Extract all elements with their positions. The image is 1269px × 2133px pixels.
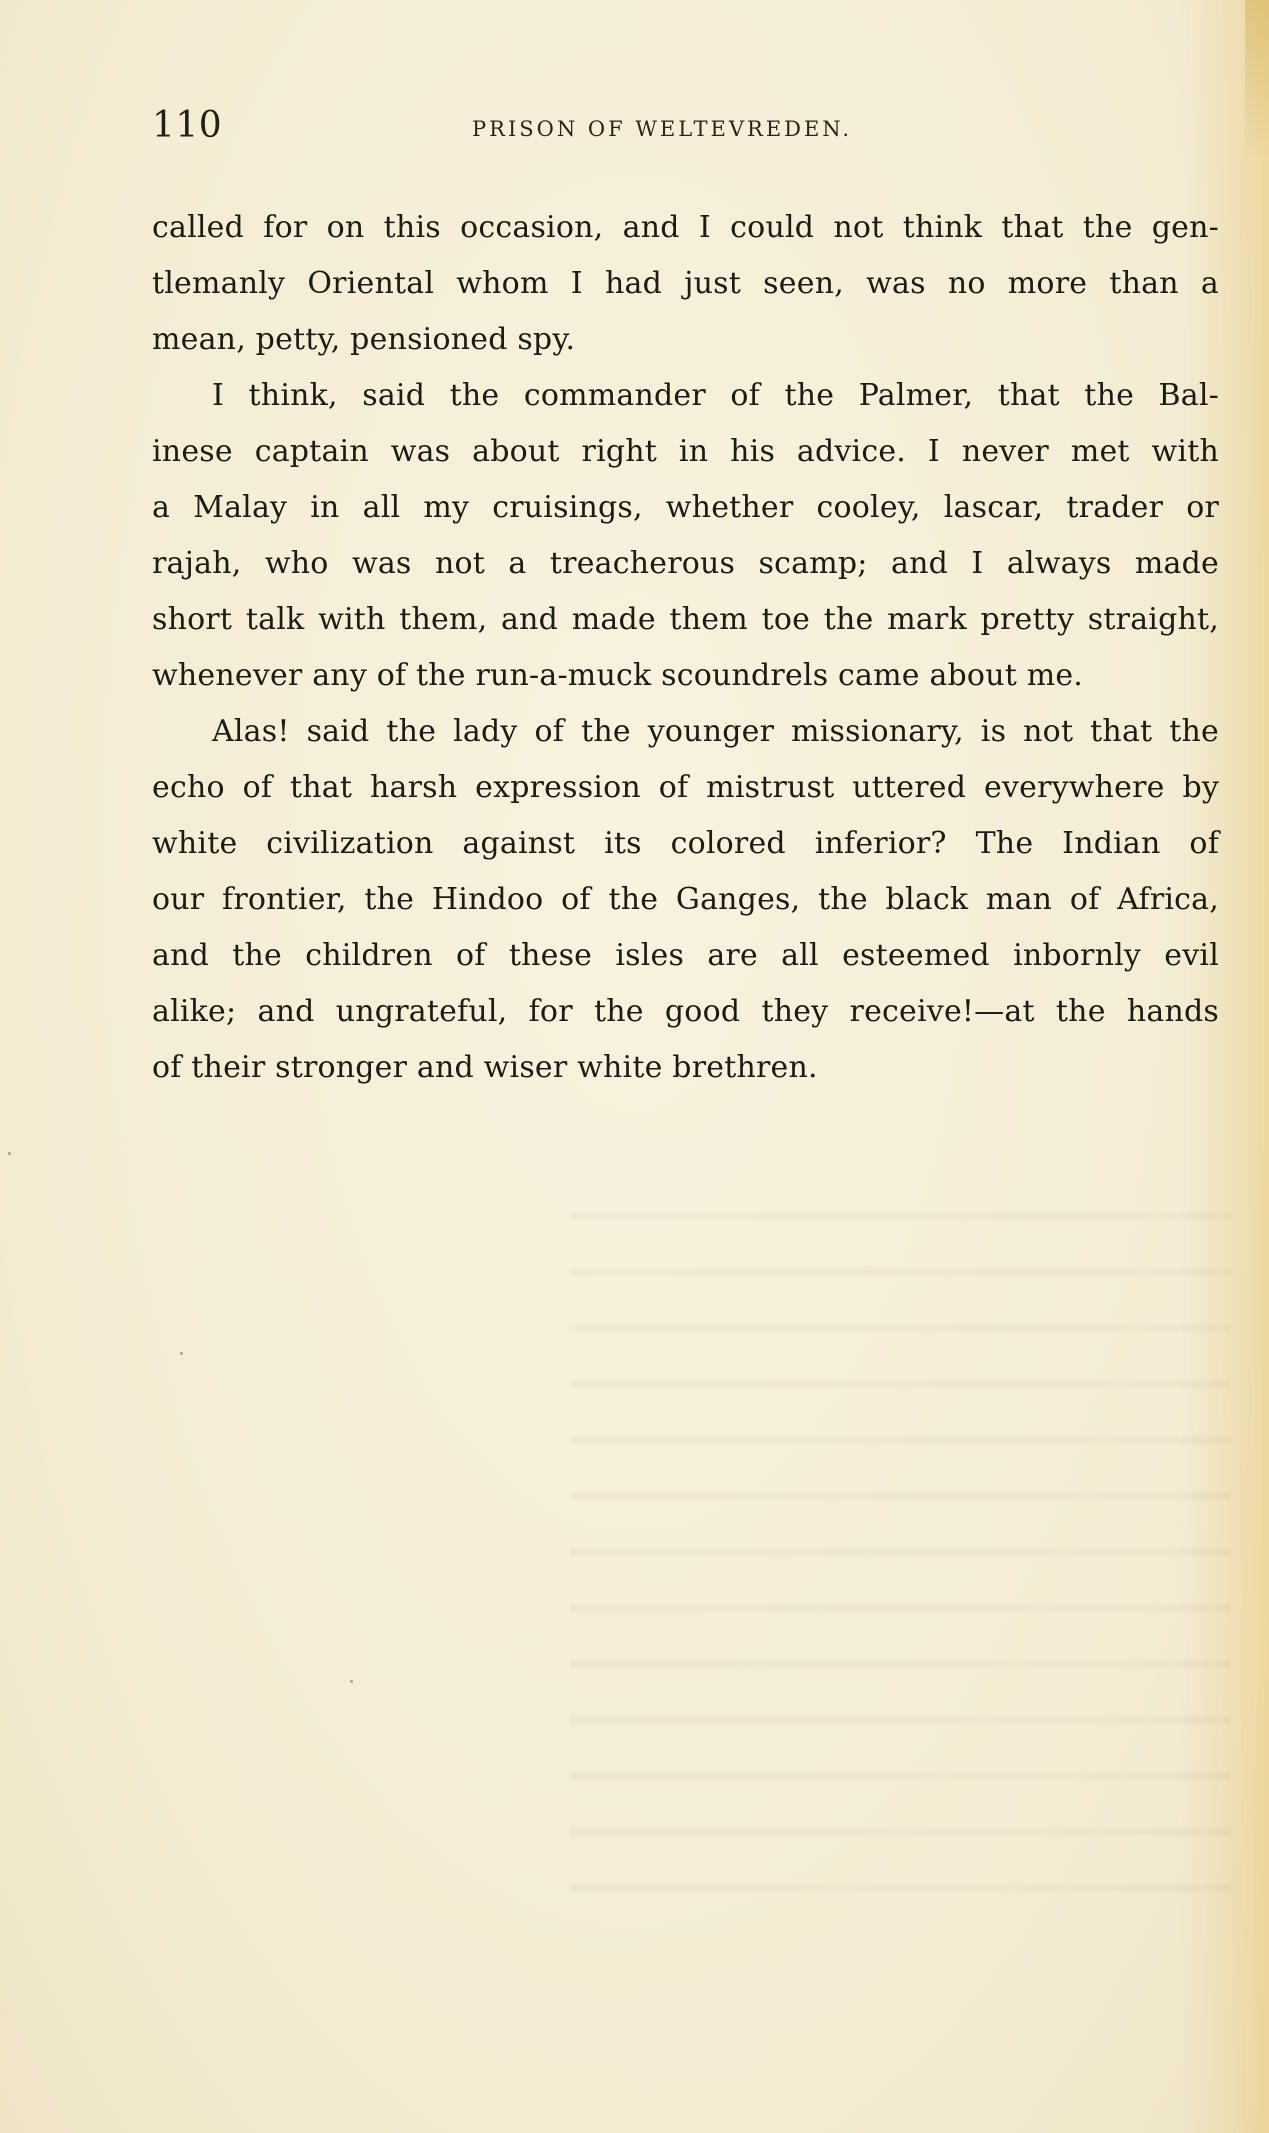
text-line: alike; and ungrateful, for the good they receive!—at the hands [152,994,1219,1029]
text-line: of their stronger and wiser white brethren. [152,1050,818,1085]
text-line: I think, said the commander of the Palmer, that the Bal- [212,378,1219,413]
paper-speck [180,1352,183,1355]
text-line: short talk with them, and made them toe the mark pretty straight, [152,602,1219,637]
text-line: Alas! said the lady of the younger missionary, is not that the [212,714,1219,749]
paper-speck [8,1152,11,1155]
page-number: 110 [152,105,223,146]
text-line: white civilization against its colored inferior? The Indian of [152,826,1219,861]
running-head [152,105,1152,155]
running-title: PRISON OF WELTEVREDEN. [472,117,853,141]
text-line: inese captain was about right in his advice. I never met with [152,434,1219,469]
text-line: rajah, who was not a treacherous scamp; and I always made [152,546,1219,581]
text-line: called for on this occasion, and I could not think that the gen- [152,210,1219,245]
page-edge-stain [1245,0,1269,160]
text-line: a Malay in all my cruisings, whether cooley, lascar, trader or [152,490,1219,525]
text-line: and the children of these isles are all esteemed inbornly evil [152,938,1219,973]
paper-speck [350,1680,353,1683]
text-line: our frontier, the Hindoo of the Ganges, the black man of Africa, [152,882,1219,917]
text-line: tlemanly Oriental whom I had just seen, was no more than a [152,266,1219,301]
body-text [152,200,1219,1096]
text-line: echo of that harsh expression of mistrust uttered everywhere by [152,770,1219,805]
show-through-text [570,1180,1230,1940]
text-line: whenever any of the run-a-muck scoundrels came about me. [152,658,1084,693]
text-line: mean, petty, pensioned spy. [152,322,576,357]
